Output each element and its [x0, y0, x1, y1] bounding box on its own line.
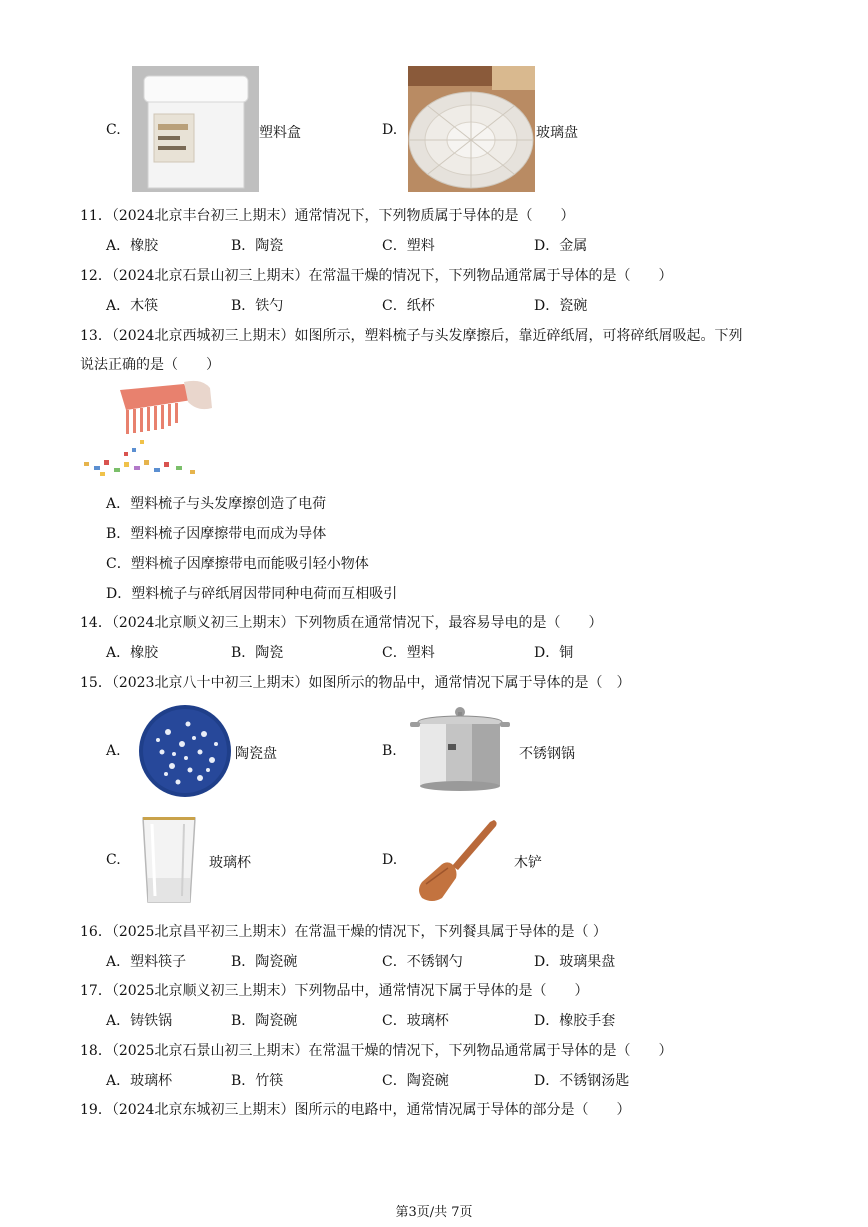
q15-option-d-letter: D.	[382, 852, 398, 868]
q17-option-a: A．铸铁锅	[106, 1013, 173, 1029]
glass-cup-image	[140, 816, 198, 906]
q18-option-d: D．不锈钢汤匙	[534, 1073, 630, 1089]
question-18-stem: 18．（2025北京石景山初三上期末）在常温干燥的情况下，下列物品通常属于导体的是（ ）	[80, 1043, 673, 1059]
q16-option-d: D．玻璃果盘	[534, 954, 616, 970]
q16-option-a: A．塑料筷子	[106, 954, 187, 970]
q11-option-b: B．陶瓷	[231, 238, 284, 254]
q15-option-c-letter: C.	[106, 852, 121, 868]
question-13-stem-line2: 说法正确的是（ ）	[80, 357, 220, 373]
option-c-label: 塑料盒	[259, 125, 301, 141]
q17-option-c: C．玻璃杯	[382, 1013, 449, 1029]
q14-option-b: B．陶瓷	[231, 645, 284, 661]
q12-option-c: C．纸杯	[382, 298, 435, 314]
page-number: 第3页/共 7页	[395, 1205, 473, 1220]
q15-option-c-label: 玻璃杯	[209, 855, 251, 871]
q13-option-a: A．塑料梳子与头发摩擦创造了电荷	[106, 496, 327, 512]
question-12-stem: 12．（2024北京石景山初三上期末）在常温干燥的情况下，下列物品通常属于导体的是（ ）	[80, 268, 673, 284]
q11-option-c: C．塑料	[382, 238, 435, 254]
question-16-stem: 16．（2025北京昌平初三上期末）在常温干燥的情况下，下列餐具属于导体的是（ ）	[80, 924, 607, 940]
q15-option-a-letter: A.	[106, 743, 121, 759]
option-d-label: 玻璃盘	[536, 125, 578, 141]
q18-option-a: A．玻璃杯	[106, 1073, 173, 1089]
q12-option-a: A．木筷	[106, 298, 159, 314]
q18-option-b: B．竹筷	[231, 1073, 284, 1089]
q13-option-b: B．塑料梳子因摩擦带电而成为导体	[106, 526, 327, 542]
q17-option-d: D．橡胶手套	[534, 1013, 616, 1029]
question-13-stem-line1: 13．（2024北京西城初三上期末）如图所示，塑料梳子与头发摩擦后，靠近碎纸屑，可将碎纸屑吸起。下列	[80, 328, 743, 344]
option-c-letter: C.	[106, 122, 121, 138]
q18-option-c: C．陶瓷碗	[382, 1073, 449, 1089]
q15-option-b-letter: B.	[382, 743, 397, 759]
q11-option-d: D．金属	[534, 238, 588, 254]
q14-option-d: D．铜	[534, 645, 574, 661]
q17-option-b: B．陶瓷碗	[231, 1013, 298, 1029]
stainless-steel-pot-image	[408, 704, 514, 796]
q16-option-b: B．陶瓷碗	[231, 954, 298, 970]
question-19-stem: 19．（2024北京东城初三上期末）图所示的电路中，通常情况属于导体的部分是（ ）	[80, 1102, 631, 1118]
comb-paper-image	[80, 378, 216, 482]
q12-option-d: D．瓷碗	[534, 298, 588, 314]
q15-option-d-label: 木铲	[514, 855, 542, 871]
q14-option-a: A．橡胶	[106, 645, 159, 661]
question-14-stem: 14．（2024北京顺义初三上期末）下列物质在通常情况下，最容易导电的是（ ）	[80, 615, 603, 631]
q14-option-c: C．塑料	[382, 645, 435, 661]
q11-option-a: A．橡胶	[106, 238, 159, 254]
q12-option-b: B．铁勺	[231, 298, 284, 314]
plastic-box-image	[132, 66, 259, 192]
glass-plate-image	[408, 66, 535, 192]
wooden-spatula-image	[414, 818, 500, 902]
q15-option-a-label: 陶瓷盘	[235, 746, 277, 762]
q13-option-d: D．塑料梳子与碎纸屑因带同种电荷而互相吸引	[106, 586, 398, 602]
q16-option-c: C．不锈钢勺	[382, 954, 463, 970]
question-17-stem: 17．（2025北京顺义初三上期末）下列物品中，通常情况下属于导体的是（ ）	[80, 983, 589, 999]
option-d-letter: D.	[382, 122, 398, 138]
question-15-stem: 15．（2023北京八十中初三上期末）如图所示的物品中，通常情况下属于导体的是（ ）	[80, 675, 631, 691]
q13-option-c: C．塑料梳子因摩擦带电而能吸引轻小物体	[106, 556, 369, 572]
ceramic-plate-image	[138, 704, 232, 798]
question-11-stem: 11．（2024北京丰台初三上期末）通常情况下，下列物质属于导体的是（ ）	[80, 208, 575, 224]
q15-option-b-label: 不锈钢锅	[519, 746, 575, 762]
